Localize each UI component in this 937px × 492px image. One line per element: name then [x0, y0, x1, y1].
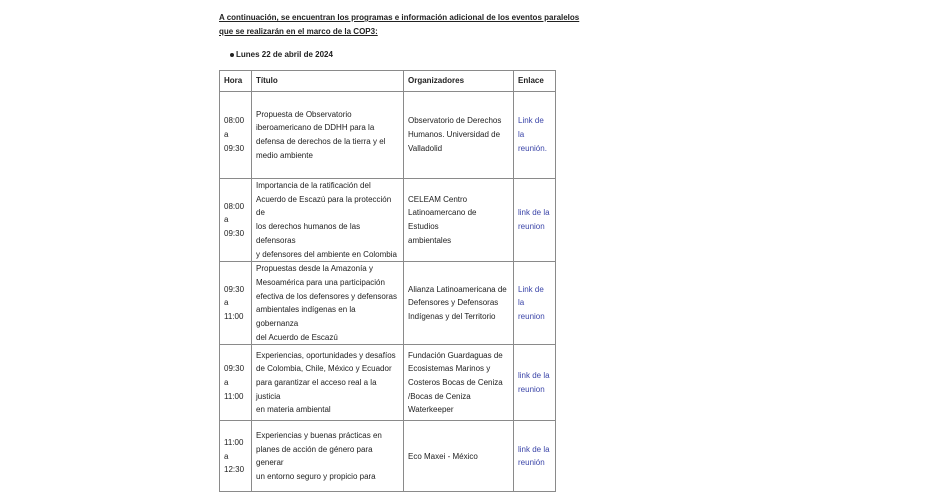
cell-organizadores-line: Observatorio de Derechos	[408, 116, 502, 126]
meeting-link-line[interactable]: la	[518, 130, 525, 140]
meeting-link[interactable]	[514, 92, 556, 179]
meeting-link-line[interactable]: link de la	[518, 371, 550, 381]
cell-titulo	[252, 345, 404, 421]
cell-organizadores	[404, 421, 514, 492]
date-list	[219, 48, 559, 62]
cell-titulo-line: medio ambiente	[256, 150, 313, 160]
cell-hora-line: 09:30	[224, 143, 245, 153]
cell-titulo-line: planes de acción de género para generar	[256, 444, 373, 468]
meeting-link[interactable]	[514, 262, 556, 345]
cell-organizadores-line: Alianza Latinoamericana de	[408, 284, 507, 294]
header-titulo: Título	[252, 71, 404, 92]
cell-hora-line: 11:00	[224, 391, 244, 401]
cell-organizadores-line: Defensores y Defensoras	[408, 298, 499, 308]
cell-hora	[220, 421, 252, 492]
meeting-link-line[interactable]: Link de	[518, 116, 544, 126]
table-row	[220, 92, 556, 179]
cell-hora-line: a	[224, 451, 229, 461]
cell-titulo-line: Importancia de la ratificación del	[256, 181, 371, 190]
cell-hora	[220, 179, 252, 262]
cell-organizadores-line: Fundación Guardaguas de	[408, 350, 503, 360]
cell-hora-line: a	[224, 130, 229, 140]
cell-titulo-line: Acuerdo de Escazú para la protección de	[256, 194, 392, 218]
cell-organizadores	[404, 179, 514, 262]
meeting-link-line[interactable]: reunion	[518, 222, 545, 232]
cell-hora-line: 11:00	[224, 312, 244, 322]
cell-titulo-line: en materia ambiental	[256, 405, 331, 415]
cell-hora-line: 11:00	[224, 437, 244, 447]
cell-titulo	[252, 92, 404, 179]
cell-titulo-line: Experiencias, oportunidades y desafíos	[256, 350, 396, 360]
meeting-link[interactable]	[514, 345, 556, 421]
cell-hora	[220, 92, 252, 179]
header-organizadores: Organizadores	[404, 71, 514, 92]
header-enlace: Enlace	[514, 71, 556, 92]
meeting-link-line[interactable]: link de la	[518, 208, 550, 218]
cell-titulo-line: del Acuerdo de Escazú	[256, 332, 338, 342]
meeting-link[interactable]	[514, 421, 556, 492]
cell-hora-line: a	[224, 215, 229, 225]
table-row	[220, 421, 556, 492]
cell-organizadores-line: ambientales	[408, 235, 452, 245]
cell-hora-line: a	[224, 378, 229, 388]
cell-titulo-line: y defensores del ambiente en Colombia	[256, 249, 397, 259]
cell-organizadores-line: Latinoamercano de Estudios	[408, 208, 477, 232]
cell-titulo	[252, 421, 404, 492]
cell-organizadores-line: Waterkeeper	[408, 405, 454, 415]
intro-line-1: A continuación, se encuentran los programas e información adicional de los eventos paralelos	[219, 13, 580, 22]
cell-titulo-line: de Colombia, Chile, México y Ecuador	[256, 364, 392, 374]
table-row	[220, 262, 556, 345]
document-body	[219, 8, 580, 492]
cell-hora-line: 12:30	[224, 465, 245, 475]
meeting-link[interactable]	[514, 179, 556, 262]
cell-titulo-line: para garantizar el acceso real a la justicia	[256, 378, 377, 401]
cell-titulo-line: los derechos humanos de las defensoras	[256, 222, 361, 245]
cell-hora-line: a	[224, 298, 229, 308]
table-row	[220, 345, 556, 421]
cell-hora-line: 09:30	[224, 364, 245, 374]
cell-titulo-line: iberoamericano de DDHH para la	[256, 123, 375, 133]
meeting-link-line[interactable]: reunión	[518, 458, 545, 468]
cell-hora-line: 09:30	[224, 284, 245, 294]
cell-organizadores-line: /Bocas de Ceniza	[408, 391, 471, 401]
meeting-link-line[interactable]: reunion	[518, 384, 545, 394]
cell-organizadores-line: Valladolid	[408, 143, 443, 153]
cell-organizadores-line: Eco Maxei - México	[408, 451, 478, 461]
meeting-link-line[interactable]: link de la	[518, 444, 550, 454]
cell-titulo	[252, 179, 404, 262]
cell-titulo-line: Propuestas desde la Amazonía y	[256, 264, 373, 274]
cell-titulo-line: efectiva de los defensores y defensoras	[256, 291, 397, 301]
cell-organizadores-line: CELEAM Centro	[408, 194, 468, 204]
meeting-link-line[interactable]: reunión.	[518, 143, 547, 153]
cell-hora	[220, 262, 252, 345]
header-hora: Hora	[220, 71, 252, 92]
cell-titulo-line: ambientales indígenas en la gobernanza	[256, 305, 356, 329]
intro-heading	[219, 11, 580, 39]
cell-titulo	[252, 262, 404, 345]
cell-hora-line: 08:00	[224, 116, 245, 126]
cell-organizadores-line: Costeros Bocas de Ceniza	[408, 378, 503, 388]
events-table	[219, 70, 556, 492]
cell-organizadores-line: Humanos. Universidad de	[408, 130, 501, 140]
cell-organizadores-line: Indígenas y del Territorio	[408, 312, 496, 322]
intro-line-2: que se realizarán en el marco de la COP3:	[219, 27, 378, 36]
cell-titulo-line: Mesoamérica para una participación	[256, 277, 385, 287]
meeting-link-line[interactable]: Link de	[518, 284, 544, 294]
cell-organizadores	[404, 345, 514, 421]
meeting-link-line[interactable]: reunion	[518, 312, 545, 322]
table-header-row	[220, 71, 556, 92]
meeting-link-line[interactable]: la	[518, 298, 525, 308]
cell-hora	[220, 345, 252, 421]
table-row	[220, 179, 556, 262]
cell-titulo-line: un entorno seguro y propicio para	[256, 472, 376, 482]
cell-organizadores	[404, 92, 514, 179]
date-bullet: Lunes 22 de abril de 2024	[219, 48, 559, 62]
cell-titulo-line: defensa de derechos de la tierra y el	[256, 137, 386, 146]
cell-titulo-line: Propuesta de Observatorio	[256, 109, 352, 119]
cell-hora-line: 08:00	[224, 201, 245, 211]
cell-organizadores-line: Ecosistemas Marinos y	[408, 364, 491, 374]
cell-hora-line: 09:30	[224, 228, 245, 238]
cell-organizadores	[404, 262, 514, 345]
cell-titulo-line: Experiencias y buenas prácticas en	[256, 431, 382, 441]
